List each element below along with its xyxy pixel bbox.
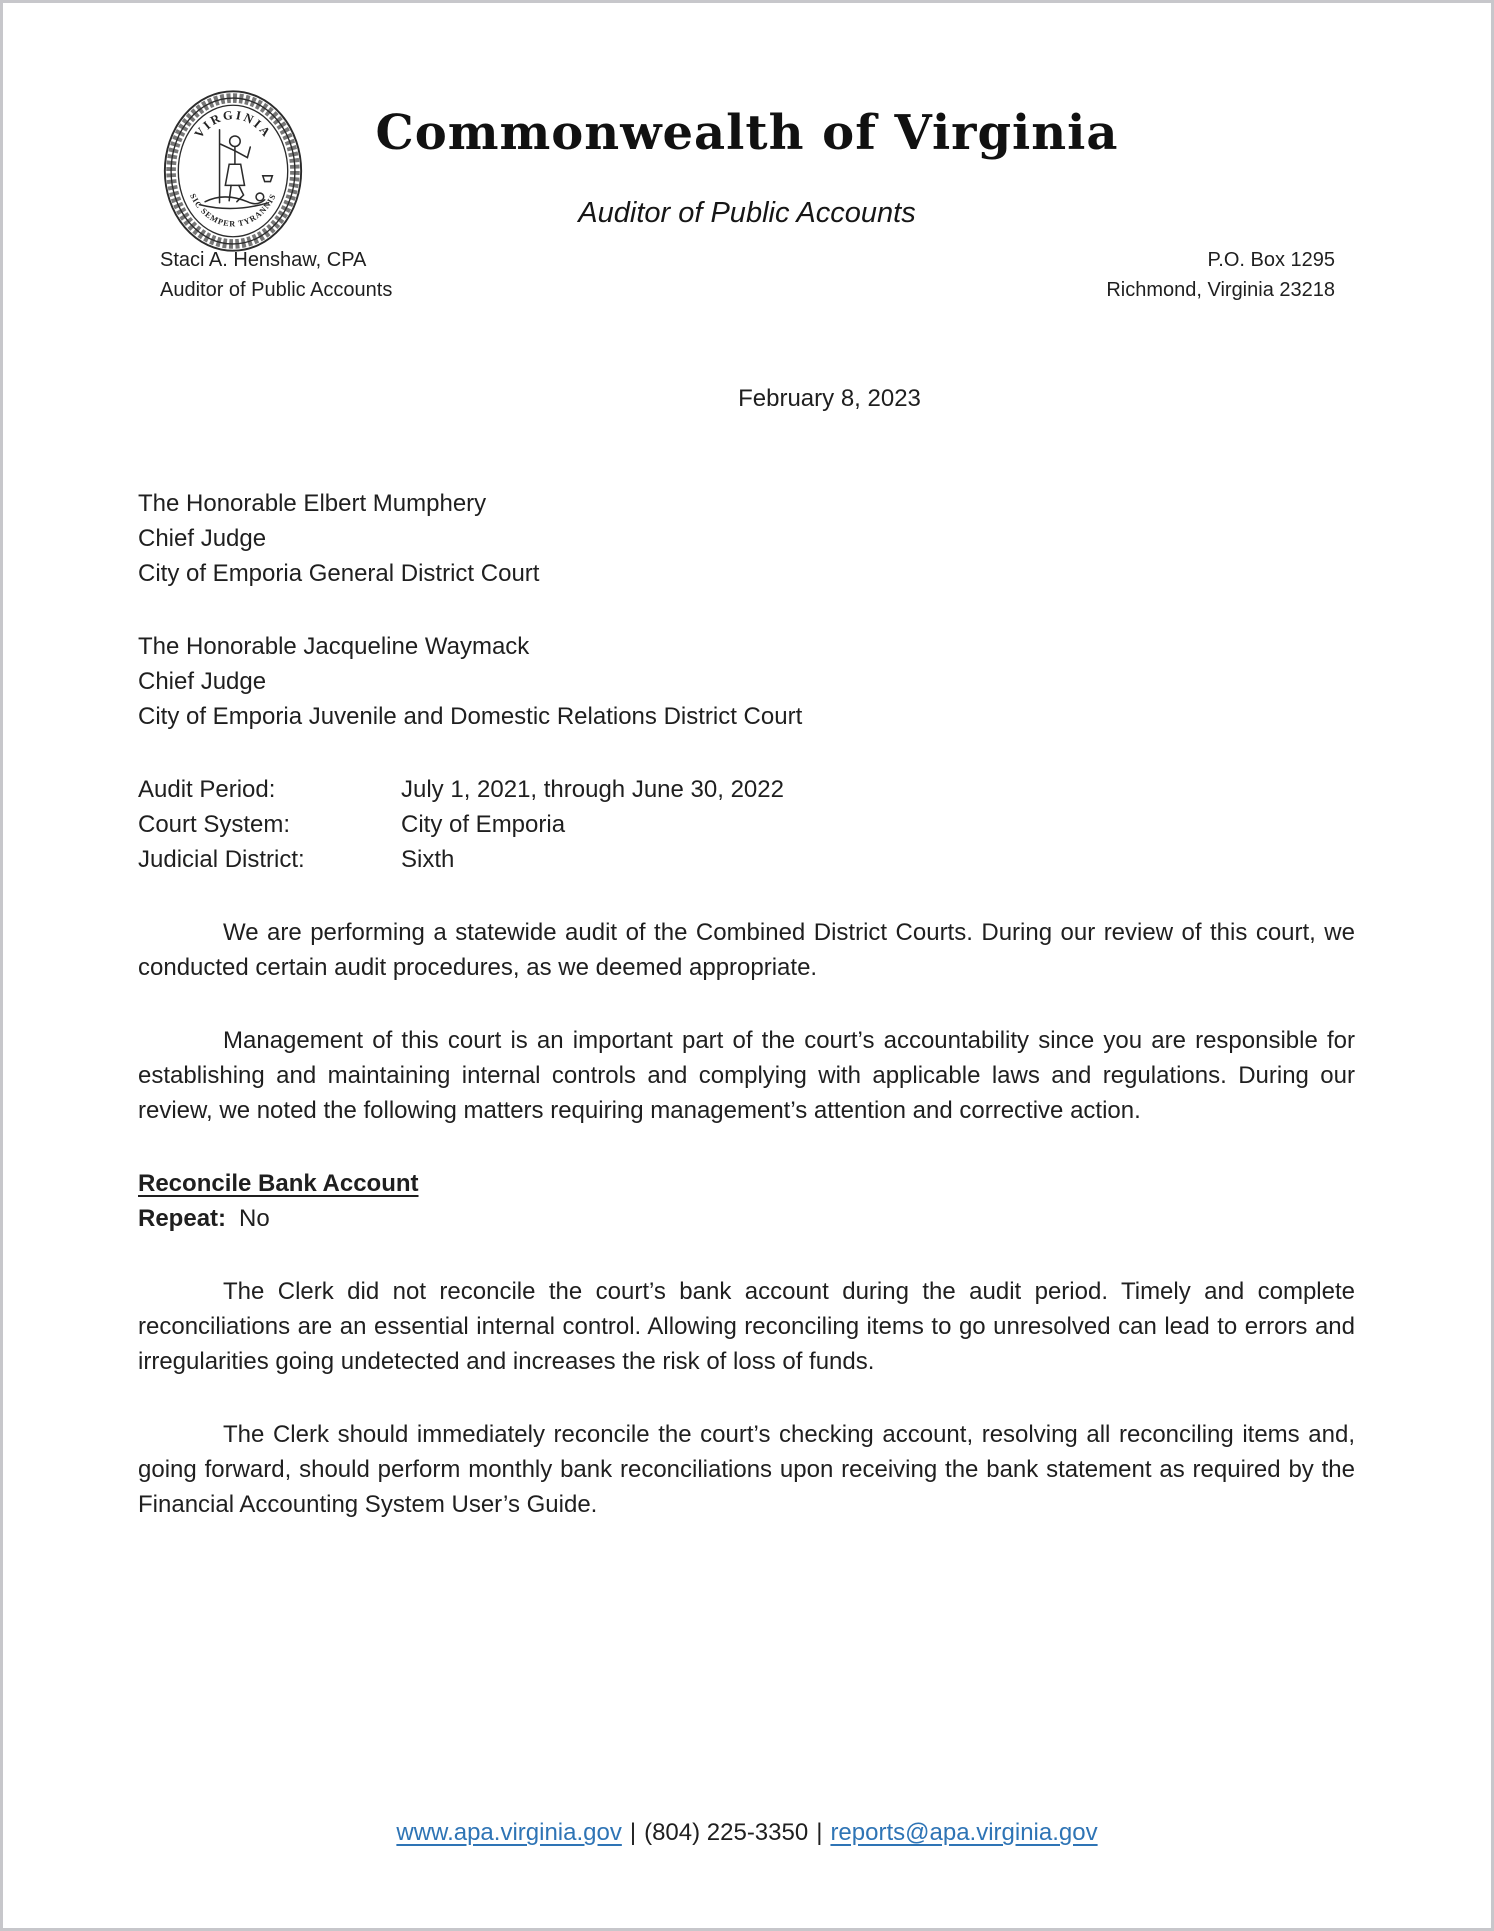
audit-detail-row — [138, 772, 1355, 807]
recipient-court: City of Emporia General District Court — [138, 560, 540, 587]
email-link[interactable]: reports@apa.virginia.gov — [830, 1819, 1098, 1846]
header-info-row — [3, 245, 1491, 305]
auditor-identity — [160, 245, 392, 305]
footer-separator: | — [816, 1819, 823, 1846]
footer-separator: | — [629, 1819, 637, 1846]
repeat-value: No — [239, 1205, 270, 1232]
page-subtitle: Auditor of Public Accounts — [578, 197, 916, 229]
recipient-block — [138, 486, 1355, 591]
seal-arc-top-text: VIRGINIA — [191, 107, 275, 141]
detail-label: Court System: — [138, 811, 291, 838]
recipient-court: City of Emporia Juvenile and Domestic Relations District Court — [138, 703, 803, 730]
detail-label: Audit Period: — [138, 776, 276, 803]
recipient-title: Chief Judge — [138, 525, 267, 552]
website-link[interactable]: www.apa.virginia.gov — [396, 1819, 622, 1846]
recipient-name: The Honorable Elbert Mumphery — [138, 490, 487, 517]
detail-value: Sixth — [401, 846, 455, 873]
office-address — [1106, 245, 1335, 305]
po-box: P.O. Box 1295 — [1207, 249, 1335, 271]
auditor-title: Auditor of Public Accounts — [160, 279, 393, 301]
audit-details — [138, 772, 1355, 877]
paragraph: We are performing a statewide audit of the Combined District Courts. During our review of this court, we conducted certain audit procedures, as we deemed appropriate. — [138, 919, 1355, 981]
recipient-block — [138, 629, 1355, 734]
finding-header — [138, 1166, 1355, 1236]
auditor-name: Staci A. Henshaw, CPA — [160, 249, 367, 271]
paragraph: The Clerk did not reconcile the court’s bank account during the audit period. Timely and complete reconciliations are an essential internal control. Allowing reconciling items to go unresolved can lead to errors and irregularities going undetected and increases the risk of loss of funds. — [138, 1278, 1355, 1375]
recipient-name: The Honorable Jacqueline Waymack — [138, 633, 530, 660]
phone-number: (804) 225-3350 — [644, 1819, 809, 1846]
seal-arc-bottom-text: SIC SEMPER TYRANNIS — [188, 192, 278, 229]
audit-detail-row — [138, 842, 1355, 877]
detail-value: July 1, 2021, through June 30, 2022 — [401, 776, 784, 803]
paragraph: The Clerk should immediately reconcile the court’s checking account, resolving all reconciling items and, going forward, should perform monthly bank reconciliations upon receiving the bank statement as required by the Financial Accounting System User’s Guide. — [138, 1421, 1355, 1518]
page-title: Commonwealth of Virginia — [375, 105, 1119, 161]
paragraph: Management of this court is an important part of the court’s accountability since you are responsible for establishing and maintaining internal controls and complying with applicable laws and regulations. During our review, we noted the following matters requiring management’s attention and corrective action. — [138, 1027, 1355, 1124]
letter-date: February 8, 2023 — [738, 385, 921, 412]
repeat-label: Repeat: — [138, 1205, 227, 1232]
detail-label: Judicial District: — [138, 846, 305, 873]
footer — [3, 1815, 1491, 1850]
audit-detail-row — [138, 807, 1355, 842]
detail-value: City of Emporia — [401, 811, 566, 838]
finding-heading: Reconcile Bank Account — [138, 1170, 419, 1197]
recipient-title: Chief Judge — [138, 668, 267, 695]
city-state-zip: Richmond, Virginia 23218 — [1106, 279, 1335, 301]
letter-body — [138, 381, 1355, 1560]
